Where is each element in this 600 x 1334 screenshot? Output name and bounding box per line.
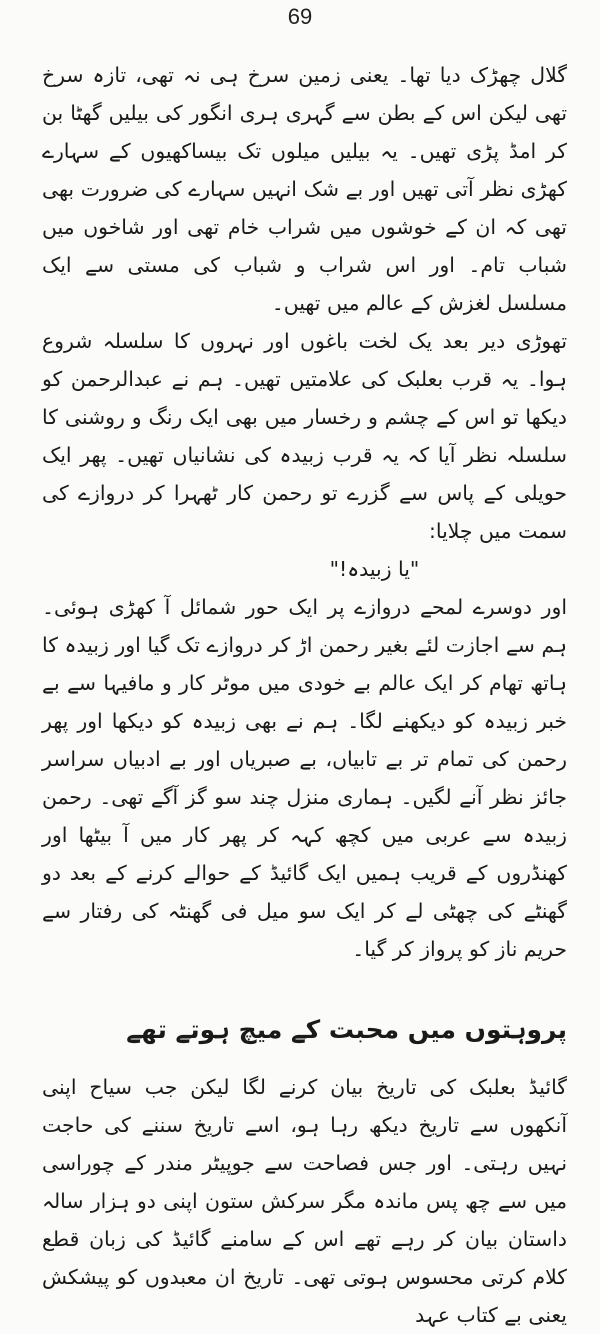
paragraph-zubaida-appears: اور دوسرے لمحے دروازے پر ایک حور شمائل آ کھڑی ہوئی۔ ہم سے اجازت لئے بغیر رحمن اڑ کر دروازے تک گیا اور زبیدہ کا ہاتھ تھام کر ایک عالم بے خودی میں موٹر کار و مافیہا سے بے خبر زبیدہ کو دیکھنے لگا۔ ہم نے بھی زبیدہ کو دیکھا اور پھر رحمن کی تمام تر بے تابیاں، بے صبریاں اور بے ادبیاں سراسر جائز نظر آنے لگیں۔ ہماری منزل چند سو گز آگے تھی۔ رحمن زبیدہ سے عربی میں کچھ کہہ کر پھر کار میں آ بیٹھا اور کھنڈروں کے قریب ہمیں ایک گائیڈ کے حوالے کرنے کے بعد دو گھنٹے کی چھٹی لے کر ایک سو میل فی گھنٹہ کی رفتار سے حریم ناز کو پرواز کر گیا۔ [42, 595, 567, 961]
paragraph-guide: گائیڈ بعلبک کی تاریخ بیان کرنے لگا لیکن جب سیاح اپنی آنکھوں سے تاریخ دیکھ رہا ہو، اسے تاریخ سننے کی حاجت نہیں رہتی۔ اور جس فصاحت سے جوپیٹر مندر کے چوراسی میں سے چھ پس ماندہ مگر سرکش ستون اپنی دو ہزار سالہ داستان بیان کر رہے تھے اس کے سامنے گائیڈ کی زبان قطع کلام کرتی محسوس ہوتی تھی۔ تاریخ ان معبدوں کو پیشکش یعنی بے کتاب عہد [42, 1075, 567, 1327]
page-body [42, 56, 567, 1334]
quote-ya-zubaida: "یا زبیدہ!" [329, 557, 420, 581]
paragraph-approach-baalbek: تھوڑی دیر بعد یک لخت باغوں اور نہروں کا سلسلہ شروع ہوا۔ یہ قرب بعلبک کی علامتیں تھیں۔ ہم نے عبدالرحمن کو دیکھا تو اس کے چشم و رخسار میں بھی ایک رنگ و روشنی کا سلسلہ نظر آیا کہ یہ قرب زبیدہ کی نشانیاں تھیں۔ پھر ایک حویلی کے پاس سے گزرے تو رحمن کار ٹھہرا کر دروازے کی سمت میں چلایا: [42, 329, 567, 543]
page-number: 69 [287, 4, 313, 29]
section-heading: پروہتوں میں محبت کے میچ ہوتے تھے [126, 1015, 567, 1044]
paragraph-vineyards: گلال چھڑک دیا تھا۔ یعنی زمین سرخ ہی نہ تھی، تازہ سرخ تھی لیکن اس کے بطن سے گہری ہری انگور کی بیلیں گھٹا بن کر امڈ پڑی تھیں۔ یہ بیلیں میلوں تک بیساکھیوں کے سہارے کھڑی نظر آتی تھیں اور بے شک انہیں سہارے کی ضرورت بھی تھی کہ ان کے خوشوں میں شراب خام تھی اور شاخوں میں شباب تام۔ اور اس شراب و شباب کی مستی سے ایک مسلسل لغزش کے عالم میں تھیں۔ [42, 63, 567, 315]
